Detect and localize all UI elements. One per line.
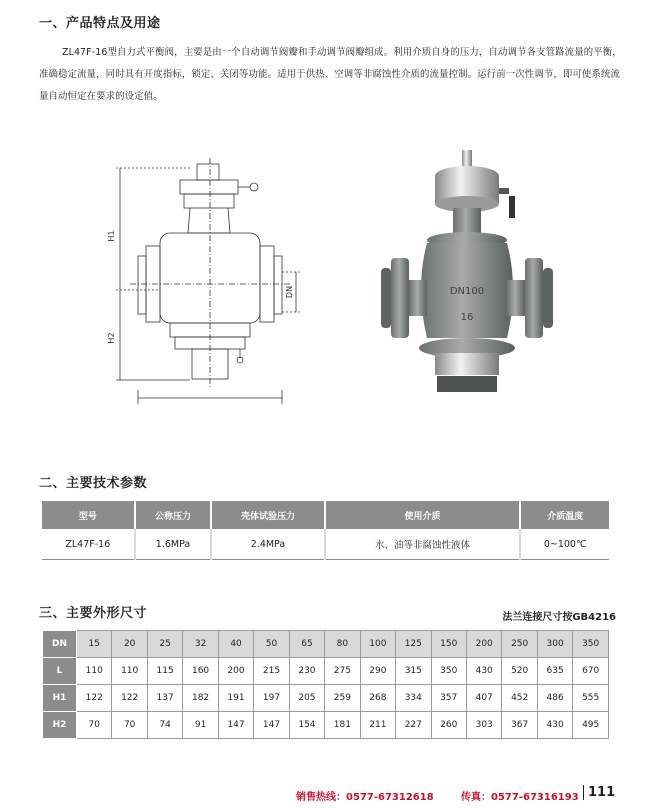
section-title-specs: 二、主要技术参数 (39, 476, 148, 491)
dimension-cell: 334 (396, 685, 431, 712)
specs-header-cell: 公称压力 (135, 501, 212, 529)
dimension-cell: 147 (218, 712, 253, 739)
dimension-cell: 357 (431, 685, 466, 712)
section-title-dimensions: 三、主要外形尺寸 (39, 606, 148, 621)
dimension-cell: 115 (147, 658, 182, 685)
dimension-cell: 303 (466, 712, 501, 739)
dimension-cell: 181 (325, 712, 360, 739)
valve-product-photo (375, 148, 555, 398)
h2-dim-label: H2 (107, 332, 116, 344)
dimension-row-label: H1 (43, 685, 77, 712)
dimension-cell: 65 (289, 631, 324, 658)
specs-header-cell: 介质温度 (520, 501, 609, 529)
dimension-cell: 154 (289, 712, 324, 739)
dimension-row-label: DN (43, 631, 77, 658)
dimension-cell: 350 (573, 631, 609, 658)
dimension-cell: 486 (537, 685, 572, 712)
valve-technical-drawing (100, 158, 310, 408)
features-paragraph (39, 42, 629, 108)
dimension-cell: 259 (325, 685, 360, 712)
dimension-cell: 260 (431, 712, 466, 739)
dimension-row (43, 712, 609, 739)
dimension-cell: 268 (360, 685, 395, 712)
dimension-cell: 147 (254, 712, 289, 739)
dimension-cell: 555 (573, 685, 609, 712)
dimension-cell: 125 (396, 631, 431, 658)
dimension-cell: 230 (289, 658, 324, 685)
dimension-cell: 160 (183, 658, 218, 685)
dimension-row-label: H2 (43, 712, 77, 739)
fax-number: 传真：0577-67316193 (461, 792, 579, 803)
dimension-cell: 215 (254, 658, 289, 685)
dimension-cell: 15 (77, 631, 112, 658)
dimension-cell: 50 (254, 631, 289, 658)
dimension-cell: 100 (360, 631, 395, 658)
specs-cell: ZL47F-16 (42, 529, 135, 560)
dimension-cell: 300 (537, 631, 572, 658)
dimension-cell: 430 (537, 712, 572, 739)
dimension-cell: 122 (77, 685, 112, 712)
specs-cell: 0~100℃ (520, 529, 609, 560)
dimension-cell: 495 (573, 712, 609, 739)
dimension-row (43, 631, 609, 658)
dimension-cell: 367 (502, 712, 537, 739)
sales-hotline: 销售热线：0577-67312618 (296, 792, 434, 803)
dimension-cell: 350 (431, 658, 466, 685)
specs-cell: 1.6MPa (135, 529, 212, 560)
section-title-features: 一、产品特点及用途 (39, 16, 161, 31)
dimension-cell: 315 (396, 658, 431, 685)
dimension-cell: 32 (183, 631, 218, 658)
cast-pn-marking: 16 (460, 312, 474, 323)
dimension-cell: 80 (325, 631, 360, 658)
dimension-cell: 91 (183, 712, 218, 739)
dimension-cell: 407 (466, 685, 501, 712)
dimension-row (43, 658, 609, 685)
dimension-cell: 200 (466, 631, 501, 658)
dimension-cell: 110 (77, 658, 112, 685)
dimension-cell: 250 (502, 631, 537, 658)
dimensions-table (42, 630, 609, 739)
features-text: ZL47F-16型自力式平衡阀，主要是由一个自动调节阀瓣和手动调节阀瓣组成。利用介质自身的压力，自动调节各支管路流量的平衡，准确稳定流量，同时具有开度指标，锁定、关闭等功能。适用于供热、空调等非腐蚀性介质的流量控制。运行前一次性调节，即可使系统流量自动恒定在要求的设定值。 (39, 47, 622, 102)
dimension-cell: 452 (502, 685, 537, 712)
dimension-cell: 25 (147, 631, 182, 658)
specs-table (42, 501, 609, 560)
dimension-cell: 110 (112, 658, 147, 685)
key-icon (509, 196, 515, 218)
dimension-cell: 200 (218, 658, 253, 685)
specs-cell: 2.4MPa (211, 529, 324, 560)
dimension-cell: 520 (502, 658, 537, 685)
h1-dim-label: H1 (107, 230, 116, 242)
specs-cell: 水、油等非腐蚀性液体 (325, 529, 521, 560)
cast-dn-marking: DN100 (449, 286, 485, 297)
dimension-row (43, 685, 609, 712)
dimension-cell: 137 (147, 685, 182, 712)
dn-dim-label: DN (285, 285, 294, 299)
flange-standard-note: 法兰连接尺寸按GB4216 (502, 612, 616, 623)
specs-data-row (42, 529, 609, 560)
dimension-cell: 670 (573, 658, 609, 685)
dimension-cell: 150 (431, 631, 466, 658)
dimension-cell: 182 (183, 685, 218, 712)
dimension-cell: 275 (325, 658, 360, 685)
dimension-cell: 635 (537, 658, 572, 685)
specs-header-cell: 使用介质 (325, 501, 521, 529)
dimension-cell: 122 (112, 685, 147, 712)
dimension-cell: 70 (77, 712, 112, 739)
dimension-cell: 20 (112, 631, 147, 658)
dimension-cell: 211 (360, 712, 395, 739)
dimension-row-label: L (43, 658, 77, 685)
dimension-cell: 430 (466, 658, 501, 685)
page-number: 111 (583, 785, 615, 800)
dimension-cell: 205 (289, 685, 324, 712)
specs-header-cell: 型号 (42, 501, 135, 529)
dimension-cell: 191 (218, 685, 253, 712)
footer (0, 782, 659, 806)
dimension-cell: 40 (218, 631, 253, 658)
dimension-cell: 197 (254, 685, 289, 712)
specs-header-cell: 壳体试验压力 (211, 501, 324, 529)
dimension-cell: 227 (396, 712, 431, 739)
specs-header-row (42, 501, 609, 529)
dimension-cell: 70 (112, 712, 147, 739)
dimension-cell: 290 (360, 658, 395, 685)
dimension-cell: 74 (147, 712, 182, 739)
